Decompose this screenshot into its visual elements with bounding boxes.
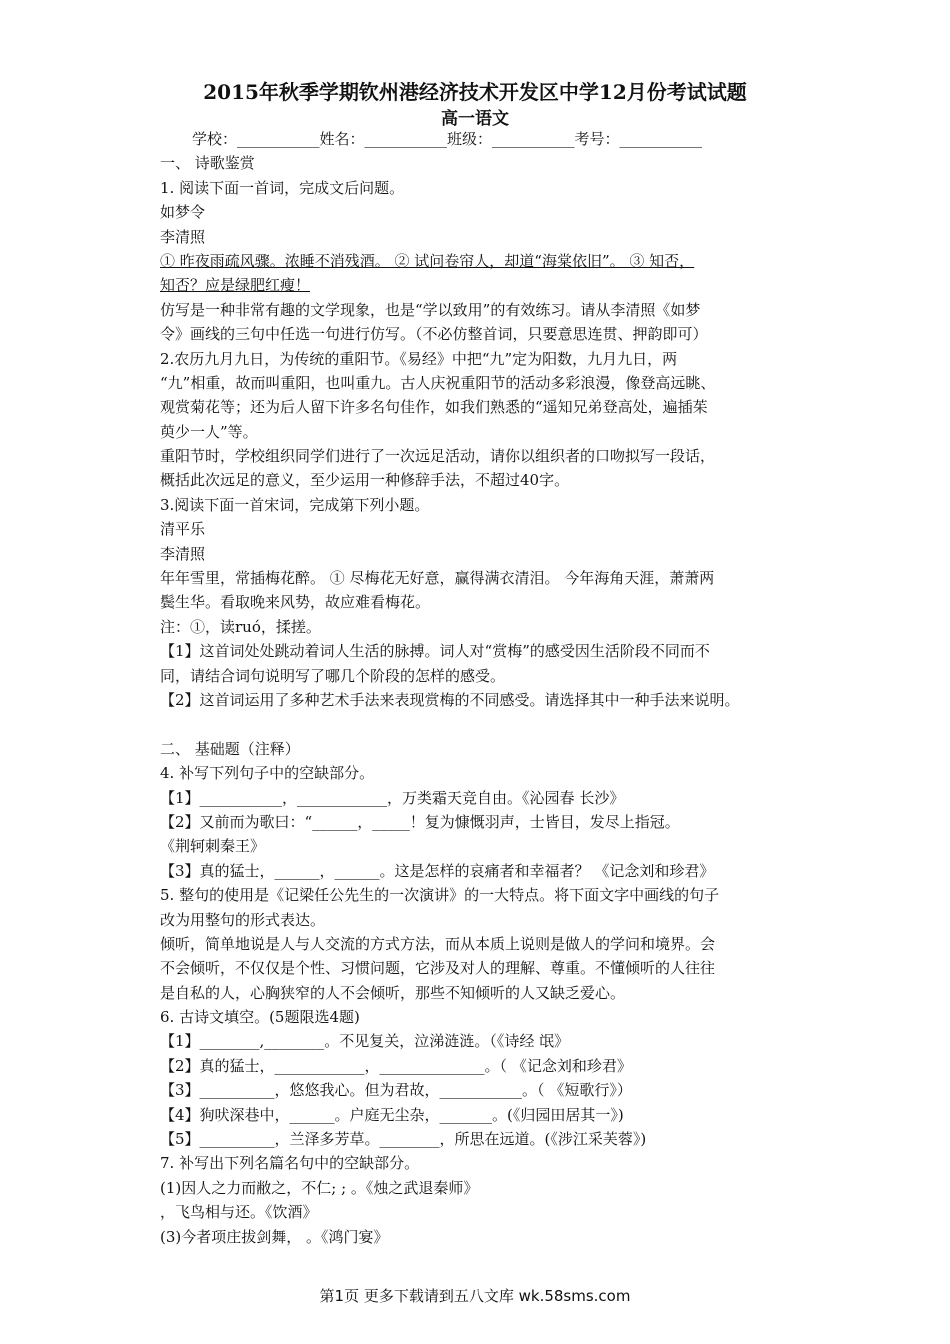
text-line: 3.阅读下面一首宋词，完成第下列小题。 xyxy=(160,495,430,514)
text-line: ，飞鸟相与还。《饮酒》 xyxy=(160,1203,318,1222)
text-line: 鬓生华。看取晚来风势，故应难看梅花。 xyxy=(160,593,431,612)
text-line: “九”相重，故而叫重阳，也叫重九。古人庆祝重阳节的活动多彩浪漫，像登高远眺、 xyxy=(160,373,716,392)
text-line: 倾听，简单地说是人与人交流的方式方法，而从本质上说则是做人的学问和境界。会 xyxy=(160,934,716,953)
page-title: 2015年秋季学期钦州港经济技术开发区中学12月份考试试题 xyxy=(203,80,747,104)
text-line: 二、 基础题（注释） xyxy=(160,739,300,758)
text-line: 不会倾听，不仅仅是个性、习惯问题，它涉及对人的理解、尊重。不懂倾听的人往往 xyxy=(160,959,716,978)
text-line: 知否？应是绿肥红瘦！ xyxy=(160,276,311,295)
text-line: 萸少一人”等。 xyxy=(160,422,258,441)
student-info-line: 学校：___________姓名：___________班级：___________考号：___________ xyxy=(192,130,703,148)
text-line: ① 昨夜雨疏风骤。浓睡不消残酒。 ② 试问卷帘人，却道“海棠依旧”。 ③ 知否， xyxy=(160,251,695,270)
text-line: 【3】真的猛士，______，______。这是怎样的哀痛者和幸福者？ 《记念刘和珍君》 xyxy=(160,861,715,880)
text-line: 【1】这首词处处跳动着词人生活的脉搏。词人对“赏梅”的感受因生活阶段不同而不 xyxy=(160,642,710,661)
text-line: 【4】狗吠深巷中，______。户庭无尘杂，_______。(《归园田居其一》) xyxy=(160,1105,624,1124)
page-subtitle: 高一语文 xyxy=(441,109,509,129)
text-line: 清平乐 xyxy=(160,520,206,539)
text-line: 7. 补写出下列名篇名句中的空缺部分。 xyxy=(160,1154,420,1173)
text-line: 李清照 xyxy=(160,227,206,246)
text-line: 4. 补写下列句子中的空缺部分。 xyxy=(160,764,375,783)
text-line: 【2】这首词运用了多种艺术手法来表现赏梅的不同感受。请选择其中一种手法来说明。 xyxy=(160,690,740,709)
text-line: 令》画线的三句中任选一句进行仿写。（不必仿整首词，只要意思连贯、押韵即可） xyxy=(160,325,708,344)
text-line: 【1】___________，____________，万类霜天竞自由。《沁园春 长沙》 xyxy=(160,788,625,807)
page-footer: 第1页 更多下载请到五八文库 wk.58sms.com xyxy=(319,1287,631,1305)
text-line: 《荆轲刺秦王》 xyxy=(160,837,266,856)
text-line: 改为用整句的形式表达。 xyxy=(160,910,326,929)
text-line: 李清照 xyxy=(160,544,206,563)
text-line: 重阳节时，学校组织同学们进行了一次远足活动，请你以组织者的口吻拟写一段话， xyxy=(160,447,716,466)
text-line: 年年雪里，常插梅花醉。 ① 尽梅花无好意，赢得满衣清泪。 今年海角天涯，萧萧两 xyxy=(160,569,715,588)
text-line: 1. 阅读下面一首词，完成文后问题。 xyxy=(160,178,405,197)
text-line: 【5】__________，兰泽多芳草。________，所思在远道。(《涉江采芙蓉》) xyxy=(160,1130,647,1149)
text-line: 【1】________,________。不见复关，泣涕涟涟。（《诗经 氓》 xyxy=(160,1032,570,1051)
text-line: (3)今者项庄拔剑舞， 。《鸿门宴》 xyxy=(160,1227,389,1246)
text-line: 概括此次远足的意义，至少运用一种修辞手法，不超过40字。 xyxy=(160,471,570,490)
text-line: 【3】__________，悠悠我心。但为君故，___________。（ 《短歌行》） xyxy=(160,1081,632,1100)
text-line: 同，请结合词句说明写了哪几个阶段的怎样的感受。 xyxy=(160,666,506,685)
text-lines xyxy=(160,151,800,1249)
blank-line xyxy=(160,712,800,736)
text-line: 6. 古诗文填空。(5题限选4题) xyxy=(160,1008,360,1027)
text-line: 仿写是一种非常有趣的文学现象，也是“学以致用”的有效练习。请从李清照《如梦 xyxy=(160,300,701,319)
text-line: 注：①，读ruó，揉搓。 xyxy=(160,617,321,636)
text-line: 是自私的人，心胸狭窄的人不会倾听，那些不知倾听的人又缺乏爱心。 xyxy=(160,983,626,1002)
text-line: 一、 诗歌鉴赏 xyxy=(160,154,255,173)
text-line: 观赏菊花等；还为后人留下许多名句佳作，如我们熟悉的“遥知兄弟登高处，遍插茱 xyxy=(160,398,708,417)
text-line: 【2】又前而为歌曰：“______，_____！复为慷慨羽声，士皆目，发尽上指冠。 xyxy=(160,812,680,831)
text-line: (1)因人之力而敝之，不仁; ; 。《烛之武退秦师》 xyxy=(160,1178,479,1197)
document-body xyxy=(160,127,800,1249)
text-line: 【2】真的猛士，____________，______________。（ 《记念刘和珍君》 xyxy=(160,1056,632,1075)
text-line: 如梦令 xyxy=(160,203,206,222)
text-line: 5. 整句的使用是《记梁任公先生的一次演讲》的一大特点。将下面文字中画线的句子 xyxy=(160,886,720,905)
text-line: 2.农历九月九日，为传统的重阳节。《易经》中把“九”定为阳数，九月九日，两 xyxy=(160,349,678,368)
